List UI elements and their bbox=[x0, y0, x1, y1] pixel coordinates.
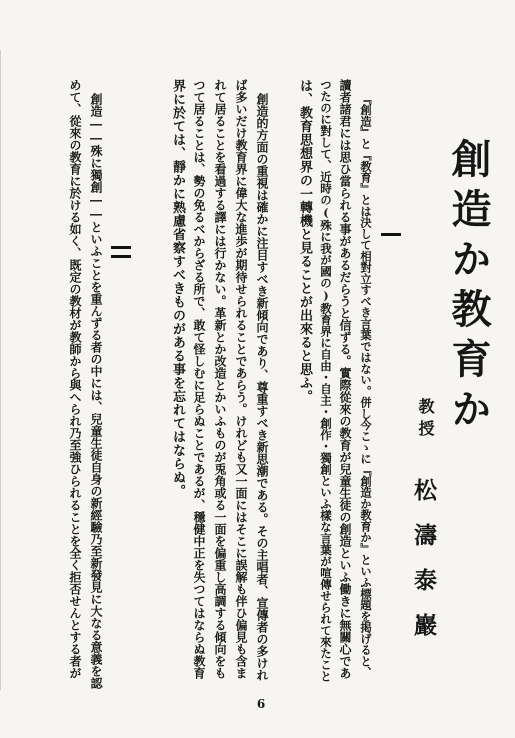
body-line: 創造――殊に獨創――といふことを重んずる者の中には、兒童生徒自身の新經驗乃至新發見に大なる意義を認 bbox=[89, 93, 103, 689]
author-role: 教授 bbox=[416, 398, 435, 442]
page-number: 6 bbox=[256, 697, 266, 711]
article-title: 創造か教育か bbox=[445, 138, 492, 438]
body-line: ば多いだけ教育界に偉大な進歩が期待せられることであらう。けれども又一面にはそこに誤解も伴ひ偏見も含ま bbox=[234, 79, 248, 679]
binding-edge bbox=[0, 50, 9, 690]
body-line: 界に於ては、靜かに熟慮省察すべきものがある事を忘れてはならぬ。 bbox=[170, 79, 185, 498]
body-line: 讀者諸君には思ひ當られる事があるだらうと信ずる。實際從來の教育が兒童生徒の創造といふ働きに無關心であ bbox=[338, 79, 352, 679]
body-line: は、教育思想界の一轉機と見ることが出來ると思ふ。 bbox=[297, 79, 312, 403]
body-line: 『創造』と『教育』とは決して相對立すべき言葉ではない。併し今こゝに『創造か教育か』といふ標題を掲げると、 bbox=[359, 93, 373, 678]
body-line: 創造的方面の重視は確かに注目すべき新傾向であり、尊重すべき新思潮である。その主唱者、宣傳者の多けれ bbox=[255, 93, 269, 681]
author-name: 松濤泰巖 bbox=[410, 478, 437, 658]
body-line: れて居ることを看過する譯には行かない。革新とか改造とかいふものが兎角或る一面を偏重し高調する傾向をも bbox=[213, 79, 227, 679]
section-marker-two-stroke bbox=[111, 255, 131, 258]
body-line: つたのに對して、近時の(殊に我が國の)教育界に自由・自主・創作・獨創といふ樣な言葉が喧傳せられて來たこと bbox=[319, 79, 333, 682]
body-line: めて、從來の教育に於ける如く、既定の教材が教師から與へられ乃至強ひられることを全く拒否せんとする者が bbox=[68, 79, 82, 679]
section-marker-one bbox=[381, 233, 401, 236]
section-marker-two bbox=[111, 246, 131, 249]
body-line: つて居ることは、勢の免るべからざる所で、敢て怪しむに足らぬことであるが、穩健中正を失つてはならぬ教育 bbox=[192, 79, 206, 679]
